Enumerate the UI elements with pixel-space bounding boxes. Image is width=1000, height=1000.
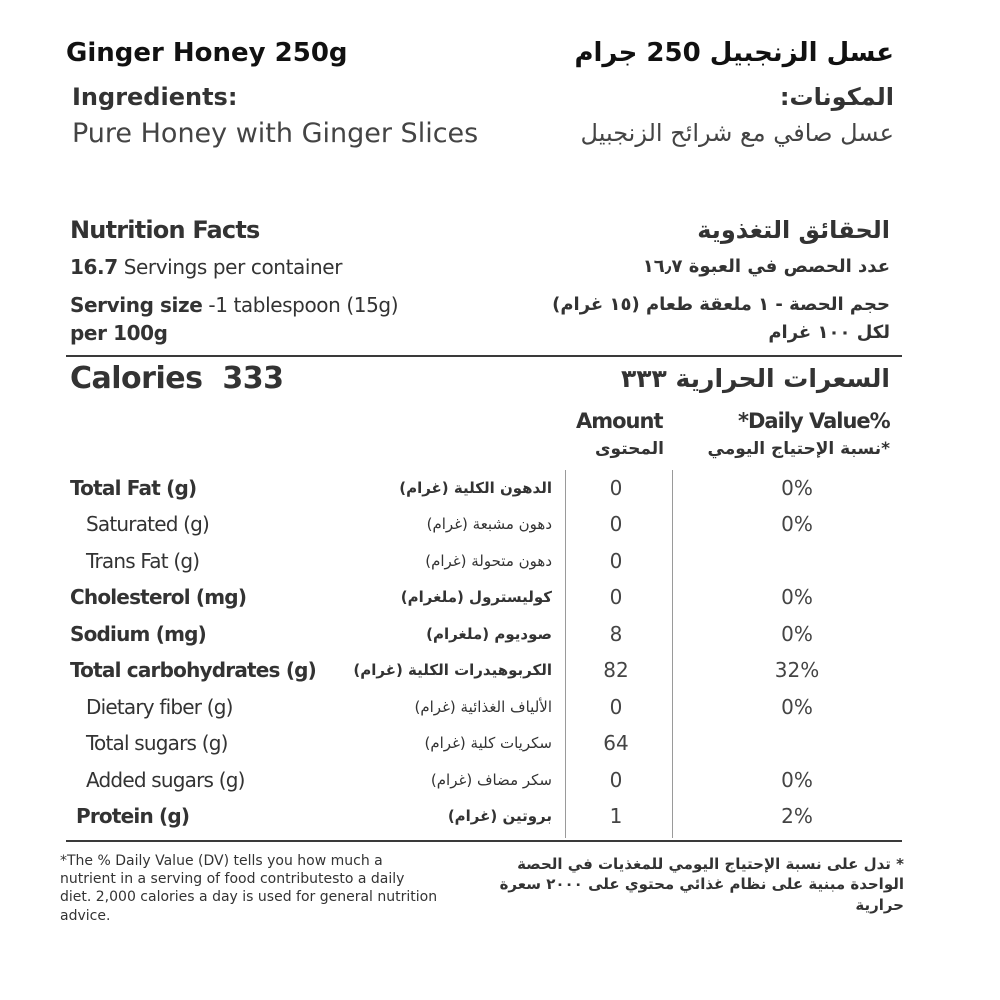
per-100g-ar: لكل ١٠٠ غرام — [768, 322, 890, 343]
product-title-ar: عسل الزنجبيل 250 جرام — [574, 38, 894, 68]
column-divider-1 — [565, 470, 566, 838]
row-label-ar: الدهون الكلية (غرام) — [399, 479, 552, 497]
footnote-en: *The % Daily Value (DV) tells you how much a nutrient in a serving of food contributesto a daily diet. 2,000 calories a day is used for general nutrition advice. — [60, 853, 438, 924]
calories-value: 333 — [222, 361, 284, 396]
row-label-ar: دهون متحولة (غرام) — [425, 552, 552, 570]
row-label-en: Trans Fat (g) — [86, 549, 200, 573]
row-amount: 0 — [609, 476, 623, 500]
column-divider-2 — [672, 470, 673, 838]
row-amount: 0 — [609, 695, 623, 719]
product-title-en: Ginger Honey 250g — [66, 38, 348, 68]
section-divider-bottom — [66, 840, 902, 842]
row-label-ar: دهون مشبعة (غرام) — [426, 515, 552, 533]
row-label-ar: الكربوهيدرات الكلية (غرام) — [353, 661, 552, 679]
per-100g: per 100g — [70, 321, 168, 345]
row-amount: 82 — [603, 658, 629, 682]
servings-per-container — [70, 257, 342, 277]
row-label-ar: الألياف الغذائية (غرام) — [414, 698, 552, 716]
servings-value: 16.7 — [70, 255, 118, 279]
row-daily-value: 0% — [781, 768, 813, 792]
ingredients-text-ar: عسل صافي مع شرائح الزنجبيل — [580, 119, 894, 147]
row-daily-value: 0% — [781, 585, 813, 609]
row-daily-value: 0% — [781, 476, 813, 500]
row-label-en: Dietary fiber (g) — [86, 695, 233, 719]
footnote-ar: * تدل على نسبة الإحتياج اليومي للمغذيات في الحصة الواحدة مبنية على نظام غذائي محتوي على ٢٠٠٠ سعرة حرارية — [499, 855, 904, 914]
row-amount: 0 — [609, 768, 623, 792]
row-label-en: Total sugars (g) — [86, 731, 228, 755]
row-label-ar: سكر مضاف (غرام) — [430, 771, 552, 789]
section-divider-top — [66, 355, 902, 357]
row-label-en: Total carbohydrates (g) — [70, 658, 317, 682]
ingredients-text-en: Pure Honey with Ginger Slices — [72, 118, 479, 149]
servings-label: Servings per container — [123, 255, 343, 279]
amount-header: Amount — [576, 409, 663, 433]
row-label-ar: بروتين (غرام) — [447, 807, 552, 825]
ingredients-heading-ar: المكونات: — [779, 83, 894, 111]
row-label-en: Cholesterol (mg) — [70, 585, 247, 609]
nutrition-facts-heading-ar: الحقائق التغذوية — [697, 216, 890, 244]
row-amount: 0 — [609, 512, 623, 536]
calories-label: Calories — [70, 361, 203, 396]
row-label-en: Protein (g) — [76, 804, 190, 828]
daily-value-header: *Daily Value% — [738, 409, 890, 433]
row-amount: 0 — [609, 549, 623, 573]
row-daily-value: 0% — [781, 622, 813, 646]
serving-size-value: -1 tablespoon (15g) — [202, 293, 399, 317]
row-amount: 0 — [609, 585, 623, 609]
serving-size — [70, 295, 398, 315]
row-label-en: Total Fat (g) — [70, 476, 197, 500]
nutrition-facts-heading-en: Nutrition Facts — [70, 216, 260, 244]
row-label-en: Saturated (g) — [86, 512, 210, 536]
row-amount: 1 — [609, 804, 623, 828]
row-daily-value: 2% — [781, 804, 813, 828]
ingredients-heading-en: Ingredients: — [72, 83, 238, 111]
row-label-ar: صوديوم (ملغرام) — [426, 625, 552, 643]
row-daily-value: 32% — [774, 658, 820, 682]
amount-header-ar: المحتوى — [594, 439, 664, 459]
daily-value-header-ar: *نسبة الإحتياج اليومي — [707, 439, 890, 459]
row-amount: 64 — [603, 731, 629, 755]
row-label-en: Sodium (mg) — [70, 622, 206, 646]
serving-size-ar: حجم الحصة - ١ ملعقة طعام (١٥ غرام) — [552, 294, 890, 315]
row-label-en: Added sugars (g) — [86, 768, 245, 792]
row-amount: 8 — [609, 622, 623, 646]
serving-size-label: Serving size — [70, 293, 203, 317]
row-label-ar: سكريات كلية (غرام) — [424, 734, 552, 752]
row-label-ar: كوليسترول (ملغرام) — [400, 588, 552, 606]
row-daily-value: 0% — [781, 512, 813, 536]
calories-en — [70, 361, 284, 396]
row-daily-value: 0% — [781, 695, 813, 719]
servings-ar: عدد الحصص في العبوة ١٦٫٧ — [642, 256, 890, 277]
calories-ar: السعرات الحرارية ٣٣٣ — [621, 364, 890, 393]
